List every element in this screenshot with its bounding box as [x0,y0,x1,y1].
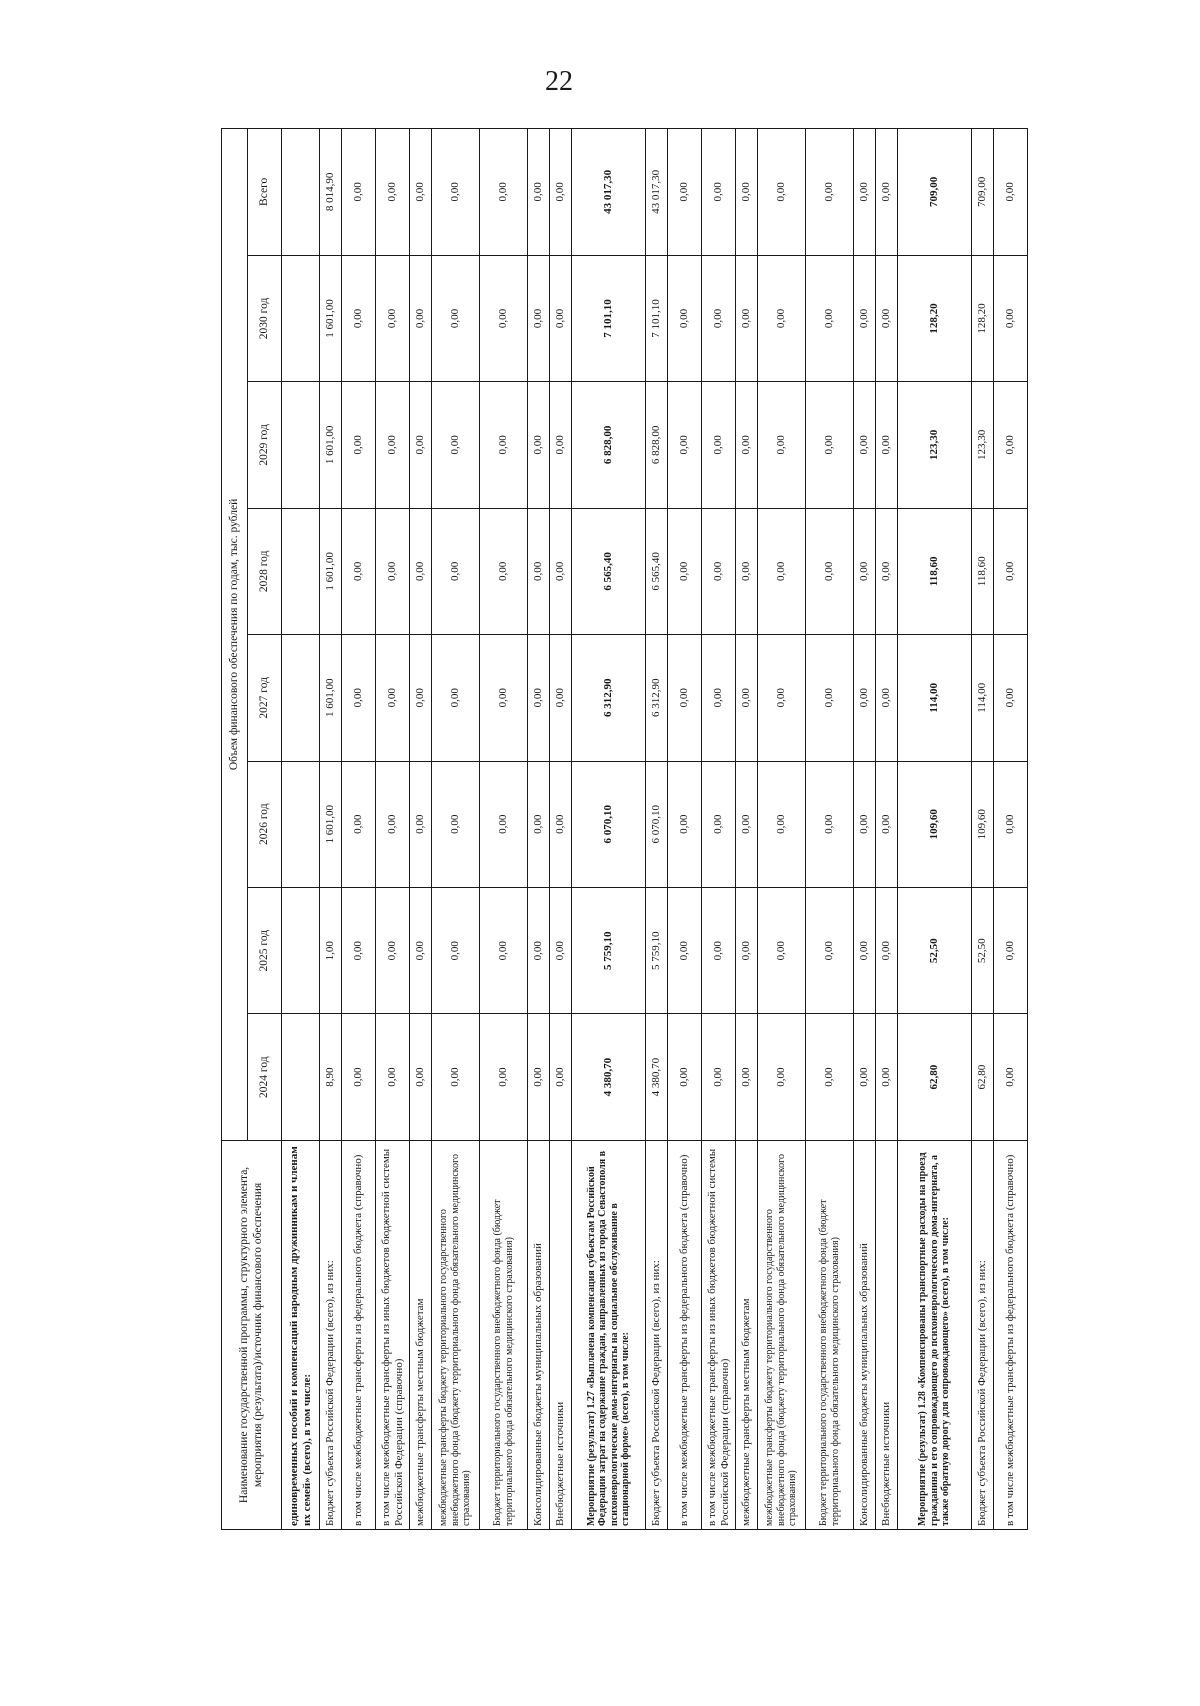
page-number: 22 [545,66,573,97]
value-cell: 0,00 [806,508,854,634]
value-cell: 52,50 [972,887,994,1013]
value-cell: 0,00 [668,255,702,381]
table-row [480,129,528,1530]
value-cell: 0,00 [758,508,806,634]
value-cell: 0,00 [994,635,1028,761]
value-cell: 0,00 [668,508,702,634]
value-cell: 0,00 [480,1014,528,1140]
value-cell: 0,00 [410,255,432,381]
value-cell: 7 101,10 [572,255,646,381]
table-row [432,129,480,1530]
value-cell: 1 601,00 [320,761,342,887]
year-header-3: 2027 год [248,635,282,761]
table-row [898,129,972,1530]
value-cell: 0,00 [702,635,736,761]
value-cell: 0,00 [854,635,876,761]
value-cell: 6 070,10 [572,761,646,887]
value-cell: 0,00 [410,1014,432,1140]
table-row [410,129,432,1530]
row-label: в том числе межбюджетные трансферты из федерального бюджета (справочно) [342,1140,376,1529]
value-cell: 43 017,30 [572,129,646,256]
row-label: Мероприятие (результат) 1.27 «Выплачена компенсация субъектам Российской Федерации затрат на содержание граждан, направленных из города Севастополя в психоневрологические дома-интернаты на социальное обслуживание в стационарной форме» (всего), в том числе: [572,1140,646,1529]
value-cell: 6 312,90 [646,635,668,761]
value-cell: 0,00 [432,887,480,1013]
row-label: межбюджетные трансферты местным бюджетам [736,1140,758,1529]
value-cell [282,635,320,761]
value-cell: 0,00 [758,129,806,256]
value-cell: 0,00 [736,1014,758,1140]
year-header-5: 2029 год [248,382,282,508]
value-cell: 118,60 [898,508,972,634]
value-cell: 0,00 [806,129,854,256]
value-cell: 0,00 [480,887,528,1013]
value-cell: 114,00 [898,635,972,761]
value-cell: 0,00 [342,508,376,634]
value-cell: 0,00 [668,1014,702,1140]
value-cell: 0,00 [480,761,528,887]
value-cell [282,382,320,508]
value-cell: 0,00 [736,382,758,508]
rotated-table-container [221,128,1063,1530]
row-label: единовременных пособий и компенсаций народным дружинникам и членам их семей» (всего), в том числе: [282,1140,320,1529]
value-cell: 0,00 [528,1014,550,1140]
value-cell: 0,00 [994,1014,1028,1140]
value-cell: 4 380,70 [646,1014,668,1140]
name-column-header: Наименование государственной программы, структурного элемента, мероприятия (результата)/источник финансового обеспечения [222,1140,282,1529]
value-cell: 0,00 [550,635,572,761]
value-cell: 0,00 [876,635,898,761]
value-cell [282,761,320,887]
value-cell: 0,00 [410,129,432,256]
row-label: Консолидированные бюджеты муниципальных образований [854,1140,876,1529]
value-cell: 118,60 [972,508,994,634]
value-cell: 43 017,30 [646,129,668,256]
value-cell: 0,00 [758,887,806,1013]
value-cell: 0,00 [342,887,376,1013]
row-label: в том числе межбюджетные трансферты из иных бюджетов бюджетной системы Российской Федерации (справочно) [702,1140,736,1529]
value-cell: 0,00 [736,635,758,761]
value-cell: 4 380,70 [572,1014,646,1140]
value-cell: 0,00 [806,1014,854,1140]
value-cell: 0,00 [376,761,410,887]
value-cell: 0,00 [342,761,376,887]
row-label: Бюджет субъекта Российской Федерации (всего), из них: [972,1140,994,1529]
value-cell: 0,00 [432,382,480,508]
table-row [320,129,342,1530]
table-row [758,129,806,1530]
table-row [668,129,702,1530]
value-cell: 0,00 [668,129,702,256]
value-cell: 1 601,00 [320,255,342,381]
value-cell: 0,00 [480,129,528,256]
value-cell: 0,00 [806,761,854,887]
value-cell: 0,00 [432,1014,480,1140]
value-cell: 0,00 [806,635,854,761]
table-row [572,129,646,1530]
value-cell: 109,60 [972,761,994,887]
value-cell: 0,00 [550,761,572,887]
value-cell: 0,00 [410,508,432,634]
value-cell: 0,00 [432,255,480,381]
table-row [876,129,898,1530]
value-cell: 0,00 [702,255,736,381]
value-cell: 0,00 [854,761,876,887]
value-cell: 0,00 [342,255,376,381]
value-cell: 0,00 [342,129,376,256]
value-cell: 114,00 [972,635,994,761]
row-label: Внебюджетные источники [876,1140,898,1529]
value-cell: 0,00 [736,255,758,381]
value-cell: 0,00 [702,761,736,887]
value-cell: 0,00 [550,129,572,256]
value-cell: 0,00 [994,129,1028,256]
value-cell: 0,00 [994,382,1028,508]
value-cell: 0,00 [806,382,854,508]
value-cell: 0,00 [854,508,876,634]
value-cell: 0,00 [410,635,432,761]
value-cell: 0,00 [376,635,410,761]
value-cell: 6 070,10 [646,761,668,887]
value-cell: 62,80 [898,1014,972,1140]
value-cell: 0,00 [758,761,806,887]
value-cell: 52,50 [898,887,972,1013]
value-cell: 0,00 [702,887,736,1013]
value-cell: 1,00 [320,887,342,1013]
row-label: в том числе межбюджетные трансферты из федерального бюджета (справочно) [994,1140,1028,1529]
value-cell: 0,00 [994,508,1028,634]
value-cell: 0,00 [410,887,432,1013]
value-cell [282,508,320,634]
value-cell: 0,00 [876,761,898,887]
value-cell: 0,00 [550,382,572,508]
value-cell: 0,00 [528,635,550,761]
value-cell: 8 014,90 [320,129,342,256]
value-cell: 0,00 [876,382,898,508]
value-cell: 0,00 [480,508,528,634]
value-cell: 6 312,90 [572,635,646,761]
value-cell: 0,00 [528,382,550,508]
value-cell: 0,00 [702,508,736,634]
value-cell: 0,00 [342,1014,376,1140]
value-cell: 0,00 [806,255,854,381]
table-row [702,129,736,1530]
value-cell: 0,00 [702,382,736,508]
value-cell: 0,00 [376,382,410,508]
row-label: в том числе межбюджетные трансферты из иных бюджетов бюджетной системы Российской Федерации (справочно) [376,1140,410,1529]
row-label: Консолидированные бюджеты муниципальных образований [528,1140,550,1529]
value-cell: 0,00 [758,635,806,761]
value-cell: 7 101,10 [646,255,668,381]
value-cell: 5 759,10 [572,887,646,1013]
value-cell: 0,00 [432,508,480,634]
value-cell: 0,00 [758,1014,806,1140]
value-cell: 0,00 [480,635,528,761]
table-row [528,129,550,1530]
value-cell: 128,20 [972,255,994,381]
value-cell: 0,00 [342,382,376,508]
value-cell: 0,00 [994,761,1028,887]
value-cell [282,129,320,256]
value-cell: 0,00 [994,887,1028,1013]
value-cell: 0,00 [736,129,758,256]
value-cell: 0,00 [480,382,528,508]
table-row [806,129,854,1530]
row-label: Мероприятие (результат) 1.28 «Компенсированы транспортные расходы на проезд гражданина и его сопровождающего до психоневрологического дома-интерната, а также обратную дорогу для сопровождающего» (всего), в том числе: [898,1140,972,1529]
table-row [736,129,758,1530]
value-cell: 709,00 [972,129,994,256]
value-cell: 0,00 [876,887,898,1013]
table-row [994,129,1028,1530]
value-cell: 0,00 [736,761,758,887]
value-cell: 1 601,00 [320,382,342,508]
value-cell: 5 759,10 [646,887,668,1013]
row-label: межбюджетные трансферты бюджету территориального государственного внебюджетного фонда (бюджету территориального фонда обязательного медицинского страхования) [758,1140,806,1529]
table-row [854,129,876,1530]
value-cell: 0,00 [668,887,702,1013]
value-cell: 0,00 [376,129,410,256]
table-row [972,129,994,1530]
value-cell: 0,00 [994,255,1028,381]
value-cell: 709,00 [898,129,972,256]
value-cell: 0,00 [376,255,410,381]
value-cell: 0,00 [876,255,898,381]
row-label: Бюджет субъекта Российской Федерации (всего), из них: [646,1140,668,1529]
value-cell: 6 828,00 [646,382,668,508]
row-label: межбюджетные трансферты бюджету территориального государственного внебюджетного фонда (бюджету территориального фонда обязательного медицинского страхования) [432,1140,480,1529]
table-row [282,129,320,1530]
financing-table [221,128,1028,1530]
value-cell: 0,00 [736,508,758,634]
value-cell: 0,00 [854,382,876,508]
value-cell: 0,00 [432,635,480,761]
value-cell: 0,00 [876,1014,898,1140]
row-label: межбюджетные трансферты местным бюджетам [410,1140,432,1529]
value-cell: 1 601,00 [320,635,342,761]
value-cell: 62,80 [972,1014,994,1140]
funding-group-header: Объем финансового обеспечения по годам, тыс. рублей [222,129,248,1141]
value-cell: 0,00 [702,129,736,256]
value-cell: 0,00 [702,1014,736,1140]
table-row [646,129,668,1530]
row-label: Внебюджетные источники [550,1140,572,1529]
value-cell: 6 828,00 [572,382,646,508]
value-cell: 128,20 [898,255,972,381]
value-cell: 0,00 [342,635,376,761]
table-row [342,129,376,1530]
year-header-2: 2026 год [248,761,282,887]
value-cell: 0,00 [376,508,410,634]
year-header-4: 2028 год [248,508,282,634]
value-cell: 0,00 [854,1014,876,1140]
value-cell: 0,00 [432,129,480,256]
value-cell: 0,00 [668,635,702,761]
value-cell: 0,00 [758,382,806,508]
value-cell: 0,00 [410,761,432,887]
value-cell: 0,00 [528,508,550,634]
value-cell: 0,00 [528,129,550,256]
value-cell: 0,00 [854,255,876,381]
value-cell: 0,00 [528,255,550,381]
value-cell: 0,00 [528,887,550,1013]
value-cell [282,887,320,1013]
table-row [376,129,410,1530]
value-cell: 0,00 [550,255,572,381]
value-cell: 0,00 [668,761,702,887]
value-cell: 8,90 [320,1014,342,1140]
value-cell: 0,00 [376,1014,410,1140]
table-row [550,129,572,1530]
value-cell [282,1014,320,1140]
value-cell: 0,00 [480,255,528,381]
value-cell: 0,00 [854,129,876,256]
value-cell: 0,00 [876,508,898,634]
value-cell: 0,00 [668,382,702,508]
value-cell: 0,00 [876,129,898,256]
value-cell: 0,00 [854,887,876,1013]
year-header-0: 2024 год [248,1014,282,1140]
value-cell: 0,00 [528,761,550,887]
value-cell: 0,00 [410,382,432,508]
row-label: Бюджет территориального государственного внебюджетного фонда (бюджет территориального фонда обязательного медицинского страхования) [480,1140,528,1529]
value-cell: 0,00 [376,887,410,1013]
value-cell: 0,00 [806,887,854,1013]
value-cell: 0,00 [550,508,572,634]
value-cell: 109,60 [898,761,972,887]
year-header-1: 2025 год [248,887,282,1013]
year-header-7: Всего [248,129,282,256]
value-cell: 123,30 [898,382,972,508]
value-cell: 0,00 [550,887,572,1013]
value-cell: 6 565,40 [646,508,668,634]
value-cell: 1 601,00 [320,508,342,634]
value-cell: 0,00 [550,1014,572,1140]
year-header-6: 2030 год [248,255,282,381]
row-label: Бюджет территориального государственного внебюджетного фонда (бюджет территориального фонда обязательного медицинского страхования) [806,1140,854,1529]
value-cell: 0,00 [736,887,758,1013]
value-cell: 6 565,40 [572,508,646,634]
value-cell: 0,00 [432,761,480,887]
row-label: Бюджет субъекта Российской Федерации (всего), из них: [320,1140,342,1529]
value-cell [282,255,320,381]
value-cell: 0,00 [758,255,806,381]
row-label: в том числе межбюджетные трансферты из федерального бюджета (справочно) [668,1140,702,1529]
value-cell: 123,30 [972,382,994,508]
